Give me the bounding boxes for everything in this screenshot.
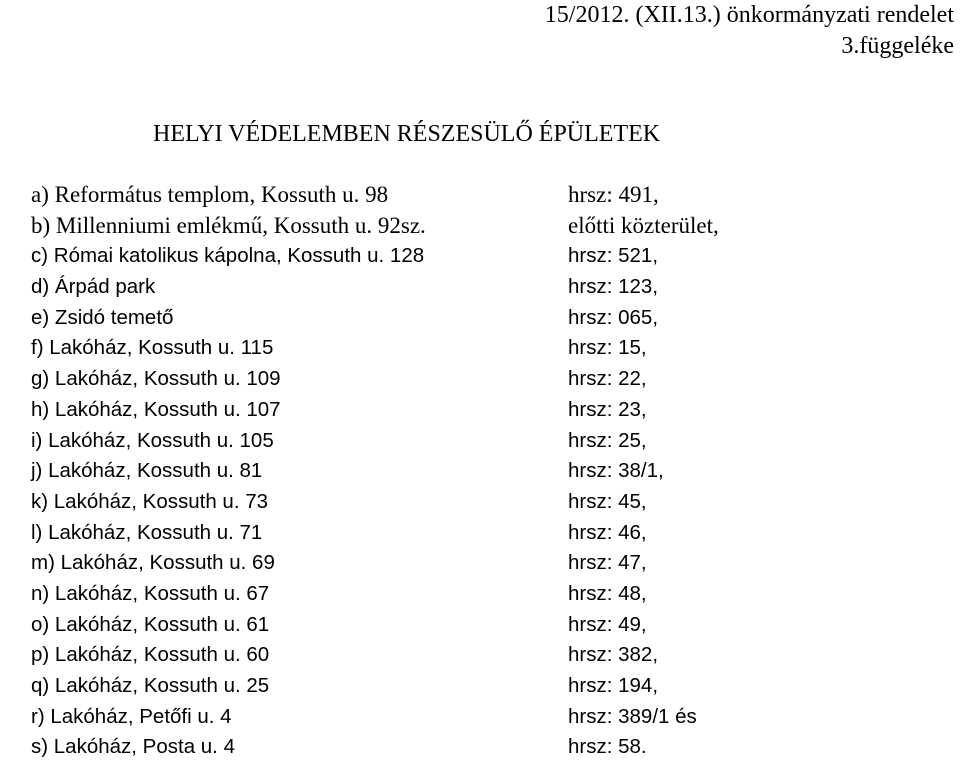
list-item <box>31 456 951 487</box>
decree-reference: 15/2012. (XII.13.) önkormányzati rendelet <box>544 2 954 28</box>
building-name: d) Árpád park <box>31 275 156 299</box>
parcel-number: hrsz: 382, <box>568 643 659 667</box>
list-item <box>31 487 951 518</box>
parcel-number: hrsz: 389/1 és <box>568 704 697 728</box>
list-item <box>31 640 951 671</box>
list-item <box>31 579 951 610</box>
building-name: f) Lakóház, Kossuth u. 115 <box>31 336 274 360</box>
list-item <box>31 333 951 364</box>
list-item <box>31 395 951 426</box>
building-name: g) Lakóház, Kossuth u. 109 <box>31 367 281 391</box>
building-name: l) Lakóház, Kossuth u. 71 <box>31 520 263 544</box>
list-item <box>31 671 951 702</box>
parcel-number: hrsz: 23, <box>568 397 647 421</box>
building-name: q) Lakóház, Kossuth u. 25 <box>31 674 270 697</box>
building-name: h) Lakóház, Kossuth u. 107 <box>31 397 281 421</box>
building-name: j) Lakóház, Kossuth u. 81 <box>31 459 263 483</box>
list-item <box>31 426 951 457</box>
building-name: e) Zsidó temető <box>31 305 174 329</box>
list-item <box>31 548 951 579</box>
building-name: a) Református templom, Kossuth u. 98 <box>31 182 389 207</box>
parcel-number: hrsz: 46, <box>568 520 647 544</box>
list-item <box>31 211 951 242</box>
parcel-number: hrsz: 25, <box>568 428 647 452</box>
parcel-number: hrsz: 065, <box>568 305 659 329</box>
list-item <box>31 364 951 395</box>
building-name: n) Lakóház, Kossuth u. 67 <box>31 581 270 605</box>
parcel-number: hrsz: 47, <box>568 551 647 575</box>
parcel-number: hrsz: 194, <box>568 674 659 697</box>
list-item <box>31 732 951 763</box>
parcel-number: hrsz: 521, <box>568 244 659 268</box>
list-item <box>31 272 951 303</box>
building-name: c) Római katolikus kápolna, Kossuth u. 128 <box>31 244 425 268</box>
protected-buildings-list <box>31 180 951 763</box>
building-name: m) Lakóház, Kossuth u. 69 <box>31 551 275 575</box>
building-name: p) Lakóház, Kossuth u. 60 <box>31 643 270 667</box>
building-name: s) Lakóház, Posta u. 4 <box>31 735 235 759</box>
list-item <box>31 518 951 549</box>
list-item <box>31 241 951 272</box>
parcel-number: hrsz: 45, <box>568 489 647 513</box>
building-name: r) Lakóház, Petőfi u. 4 <box>31 704 232 728</box>
list-item <box>31 180 951 211</box>
building-name: o) Lakóház, Kossuth u. 61 <box>31 612 270 636</box>
building-name: i) Lakóház, Kossuth u. 105 <box>31 428 274 452</box>
parcel-number: hrsz: 491, <box>568 182 659 207</box>
parcel-number: hrsz: 38/1, <box>568 459 664 483</box>
document-title: HELYI VÉDELEMBEN RÉSZESÜLŐ ÉPÜLETEK <box>153 121 661 147</box>
parcel-number: előtti közterület, <box>568 212 719 238</box>
appendix-label: 3.függeléke <box>841 33 954 59</box>
list-item <box>31 702 951 733</box>
parcel-number: hrsz: 123, <box>568 275 659 299</box>
list-item <box>31 303 951 334</box>
parcel-number: hrsz: 15, <box>568 336 647 360</box>
parcel-number: hrsz: 22, <box>568 367 647 391</box>
parcel-number: hrsz: 58. <box>568 735 647 759</box>
parcel-number: hrsz: 49, <box>568 612 647 636</box>
parcel-number: hrsz: 48, <box>568 581 647 605</box>
building-name: b) Millenniumi emlékmű, Kossuth u. 92sz. <box>31 212 426 238</box>
building-name: k) Lakóház, Kossuth u. 73 <box>31 489 269 513</box>
list-item <box>31 610 951 641</box>
